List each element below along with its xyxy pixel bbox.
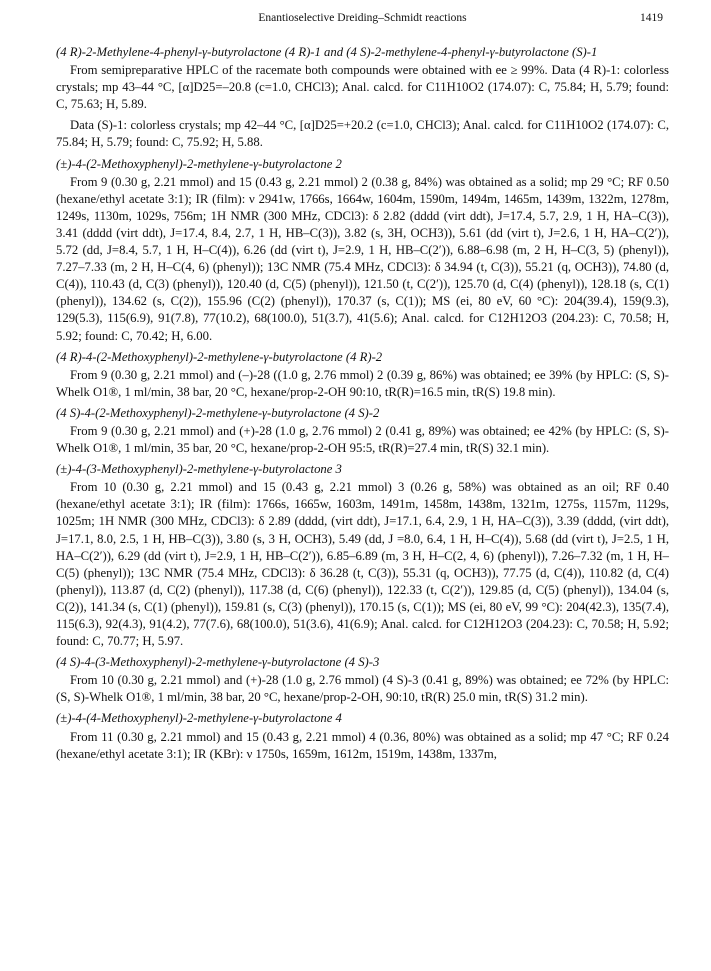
experimental-paragraph: From 9 (0.30 g, 2.21 mmol) and (+)-28 (1.0 g, 2.76 mmol) 2 (0.41 g, 89%) was obtained; ee 42% (by HPLC: (S, S)-Whelk O1®, 1 ml/min, 35 bar, 20 °C, hexane/prop-2-OH 95:5, tR(R)=27.4 min, tR(S) 32.1 min). bbox=[56, 423, 669, 456]
experimental-paragraph: From 10 (0.30 g, 2.21 mmol) and (+)-28 (1.0 g, 2.76 mmol) (4 S)-3 (0.41 g, 89%) was obtained; ee 72% (by HPLC: (S, S)-Whelk O1®, 1 ml/min, 38 bar, 20 °C, hexane/prop-2-OH, 90:10, tR(R) 25.0 min, tR(S) 31.2 min). bbox=[56, 673, 669, 705]
compound-heading: (4 R)-2-Methylene-4-phenyl-γ-butyrolactone (4 R)-1 and (4 S)-2-methylene-4-phenyl-γ-butyrolactone (S)-1 bbox=[56, 45, 598, 59]
experimental-paragraph: From semipreparative HPLC of the racemate both compounds were obtained with ee ≥ 99%. Data (4 R)-1: colorless crystals; mp 43–44 °C, [α]D25=–20.8 (c=1.0, CHCl3); Anal. calcd. for C11H10O2 (174.07): C, 75.84; H, 5.79; found: C, 75.63; H, 5.89. bbox=[56, 63, 669, 112]
compound-heading: (4 S)-4-(2-Methoxyphenyl)-2-methylene-γ-butyrolactone (4 S)-2 bbox=[56, 405, 380, 420]
compound-heading: (4 R)-4-(2-Methoxyphenyl)-2-methylene-γ-butyrolactone (4 R)-2 bbox=[56, 349, 383, 364]
experimental-paragraph: Data (S)-1: colorless crystals; mp 42–44 °C, [α]D25=+20.2 (c=1.0, CHCl3); Anal. calcd. for C11H10O2 (174.07): C, 75.84; H, 5.79; found: C, 75.92; H, 5.88. bbox=[56, 118, 669, 150]
compound-heading: (±)-4-(3-Methoxyphenyl)-2-methylene-γ-butyrolactone 3 bbox=[56, 462, 342, 477]
running-title: Enantioselective Dreiding–Schmidt reactions bbox=[258, 12, 467, 24]
page-number: 1419 bbox=[640, 12, 663, 24]
compound-heading: (4 S)-4-(3-Methoxyphenyl)-2-methylene-γ-butyrolactone (4 S)-3 bbox=[56, 655, 380, 670]
experimental-paragraph: From 9 (0.30 g, 2.21 mmol) and (–)-28 ((1.0 g, 2.76 mmol) 2 (0.39 g, 86%) was obtained; ee 39% (by HPLC: (S, S)-Whelk O1®, 1 ml/min, 38 bar, 20 °C, hexane/prop-2-OH 90:10, tR(R)=16.5 min, tR(S) 19.8 min). bbox=[56, 367, 669, 399]
experimental-paragraph: From 11 (0.30 g, 2.21 mmol) and 15 (0.43 g, 2.21 mmol) 4 (0.36, 80%) was obtained as a solid; mp 47 °C; RF 0.24 (hexane/ethyl acetate 3:1); IR (KBr): ν 1750s, 1659m, 1612m, 1519m, 1438m, 1337m, bbox=[56, 729, 669, 761]
compound-heading: (±)-4-(2-Methoxyphenyl)-2-methylene-γ-butyrolactone 2 bbox=[56, 156, 342, 171]
experimental-paragraph: From 9 (0.30 g, 2.21 mmol) and 15 (0.43 g, 2.21 mmol) 2 (0.38 g, 84%) was obtained as a solid; mp 29 °C; RF 0.50 (hexane/ethyl acetate 3:1); IR (film): ν 2941w, 1766s, 1664w, 1604m, 1590m, 1494m, 1465m, 1439m, 1322m, 1278m, 1249s, 1130m, 1029s, 756m; 1H NMR (300 MHz, CDCl3): δ 2.82 (dddd (virt ddt), J=17.4, 5.7, 2.9, 1 H, HA–C(3)), 3.41 (dddd (virt ddt), J=17.4, 8.4, 2.7, 1 H, HB–C(3)), 3.82 (s, 3H, OCH3)), 5.61 (dd (virt t), J=2.6, 1 H, HA–C(2′)), 5.72 (dd, J=8.4, 5.7, 1 H, H–C(4)), 6.26 (dd (virt t), J=2.9, 1 H, HB–C(2′)), 6.88–6.98 (m, 2 H, H–C(3, 5) (phenyl)), 7.27–7.33 (m, 2 H, H–C(4, 6) (phenyl)); 13C NMR (75.4 MHz, CDCl3): δ 34.94 (t, C(3)), 55.21 (q, OCH3)), 74.80 (d, C(4)), 110.43 (d, C(3) (phenyl)), 120.40 (d, C(5) (phenyl)), 121.50 (t, C(2′)), 125.70 (d, C(4) (phenyl)), 128.18 (s, C(1) (phenyl)), 134.62 (s, C(2)), 155.96 (C(2) (phenyl)), 170.37 (s, C(1)); MS (ei, 80 eV, 60 °C): 204(39.4), 159(9.3), 129(5.3), 115(6.9), 91(7.8), 77(10.2), 68(100.0), 51(3.7), 41(5.6); Anal. calcd. for C12H12O3 (204.23): C, 70.58; H, 5.92; found: C, 70.42; H, 6.00. bbox=[56, 174, 669, 343]
running-head bbox=[56, 10, 669, 30]
experimental-paragraph: From 10 (0.30 g, 2.21 mmol) and 15 (0.43 g, 2.21 mmol) 3 (0.26 g, 58%) was obtained as an oil; RF 0.40 (hexane/ethyl acetate 3:1); IR (film): 1766s, 1665w, 1603m, 1491m, 1458m, 1438m, 1321m, 1275s, 1157m, 1129s, 1025m; 1H NMR (300 MHz, CDCl3): δ 2.89 (dddd, (virt ddt), J=17.1, 6.4, 2.9, 1 H, HA–C(3)), 3.39 (dddd, (virt ddt), J=17.1, 8.0, 2.5, 1 H, HB–C(3)), 3.80 (s, 3 H, OCH3), 5.49 (dd, J =8.0, 6.4, 1 H, H–C(4)), 5.68 (dd (virt t), J=2.5, 1 H, HA–C(2′)), 6.29 (dd (virt t), J=2.9, 1 H, HB–C(2′)), 6.85–6.89 (m, 3 H, H–C(2, 4, 6) (phenyl)), 7.26–7.32 (m, 1 H, H–C(5) (phenyl)); 13C NMR (75.4 MHz, CDCl3): δ 36.28 (t, C(3)), 55.31 (q, OCH3)), 77.75 (d, C(4)), 110.82 (d, C(4) (phenyl)), 113.87 (d, C(2) (phenyl)), 117.38 (d, C(6) (phenyl)), 122.33 (t, C(2′)), 129.85 (d, C(5) (phenyl)), 134.04 (s, C(2)), 141.34 (s, C(1) (phenyl)), 159.81 (s, C(3) (phenyl)), 170.15 (s, C(1)); MS (ei, 80 eV, 99 °C): 204(42.3), 135(7.4), 115(6.3), 92(4.3), 91(4.2), 77(7.6), 68(100.0), 51(3.6), 41(6.9); Anal. calcd. for C12H12O3 (204.23): C, 70.58; H, 5.92; found: C, 70.77; H, 5.97. bbox=[56, 480, 669, 649]
compound-heading: (±)-4-(4-Methoxyphenyl)-2-methylene-γ-butyrolactone 4 bbox=[56, 711, 342, 726]
